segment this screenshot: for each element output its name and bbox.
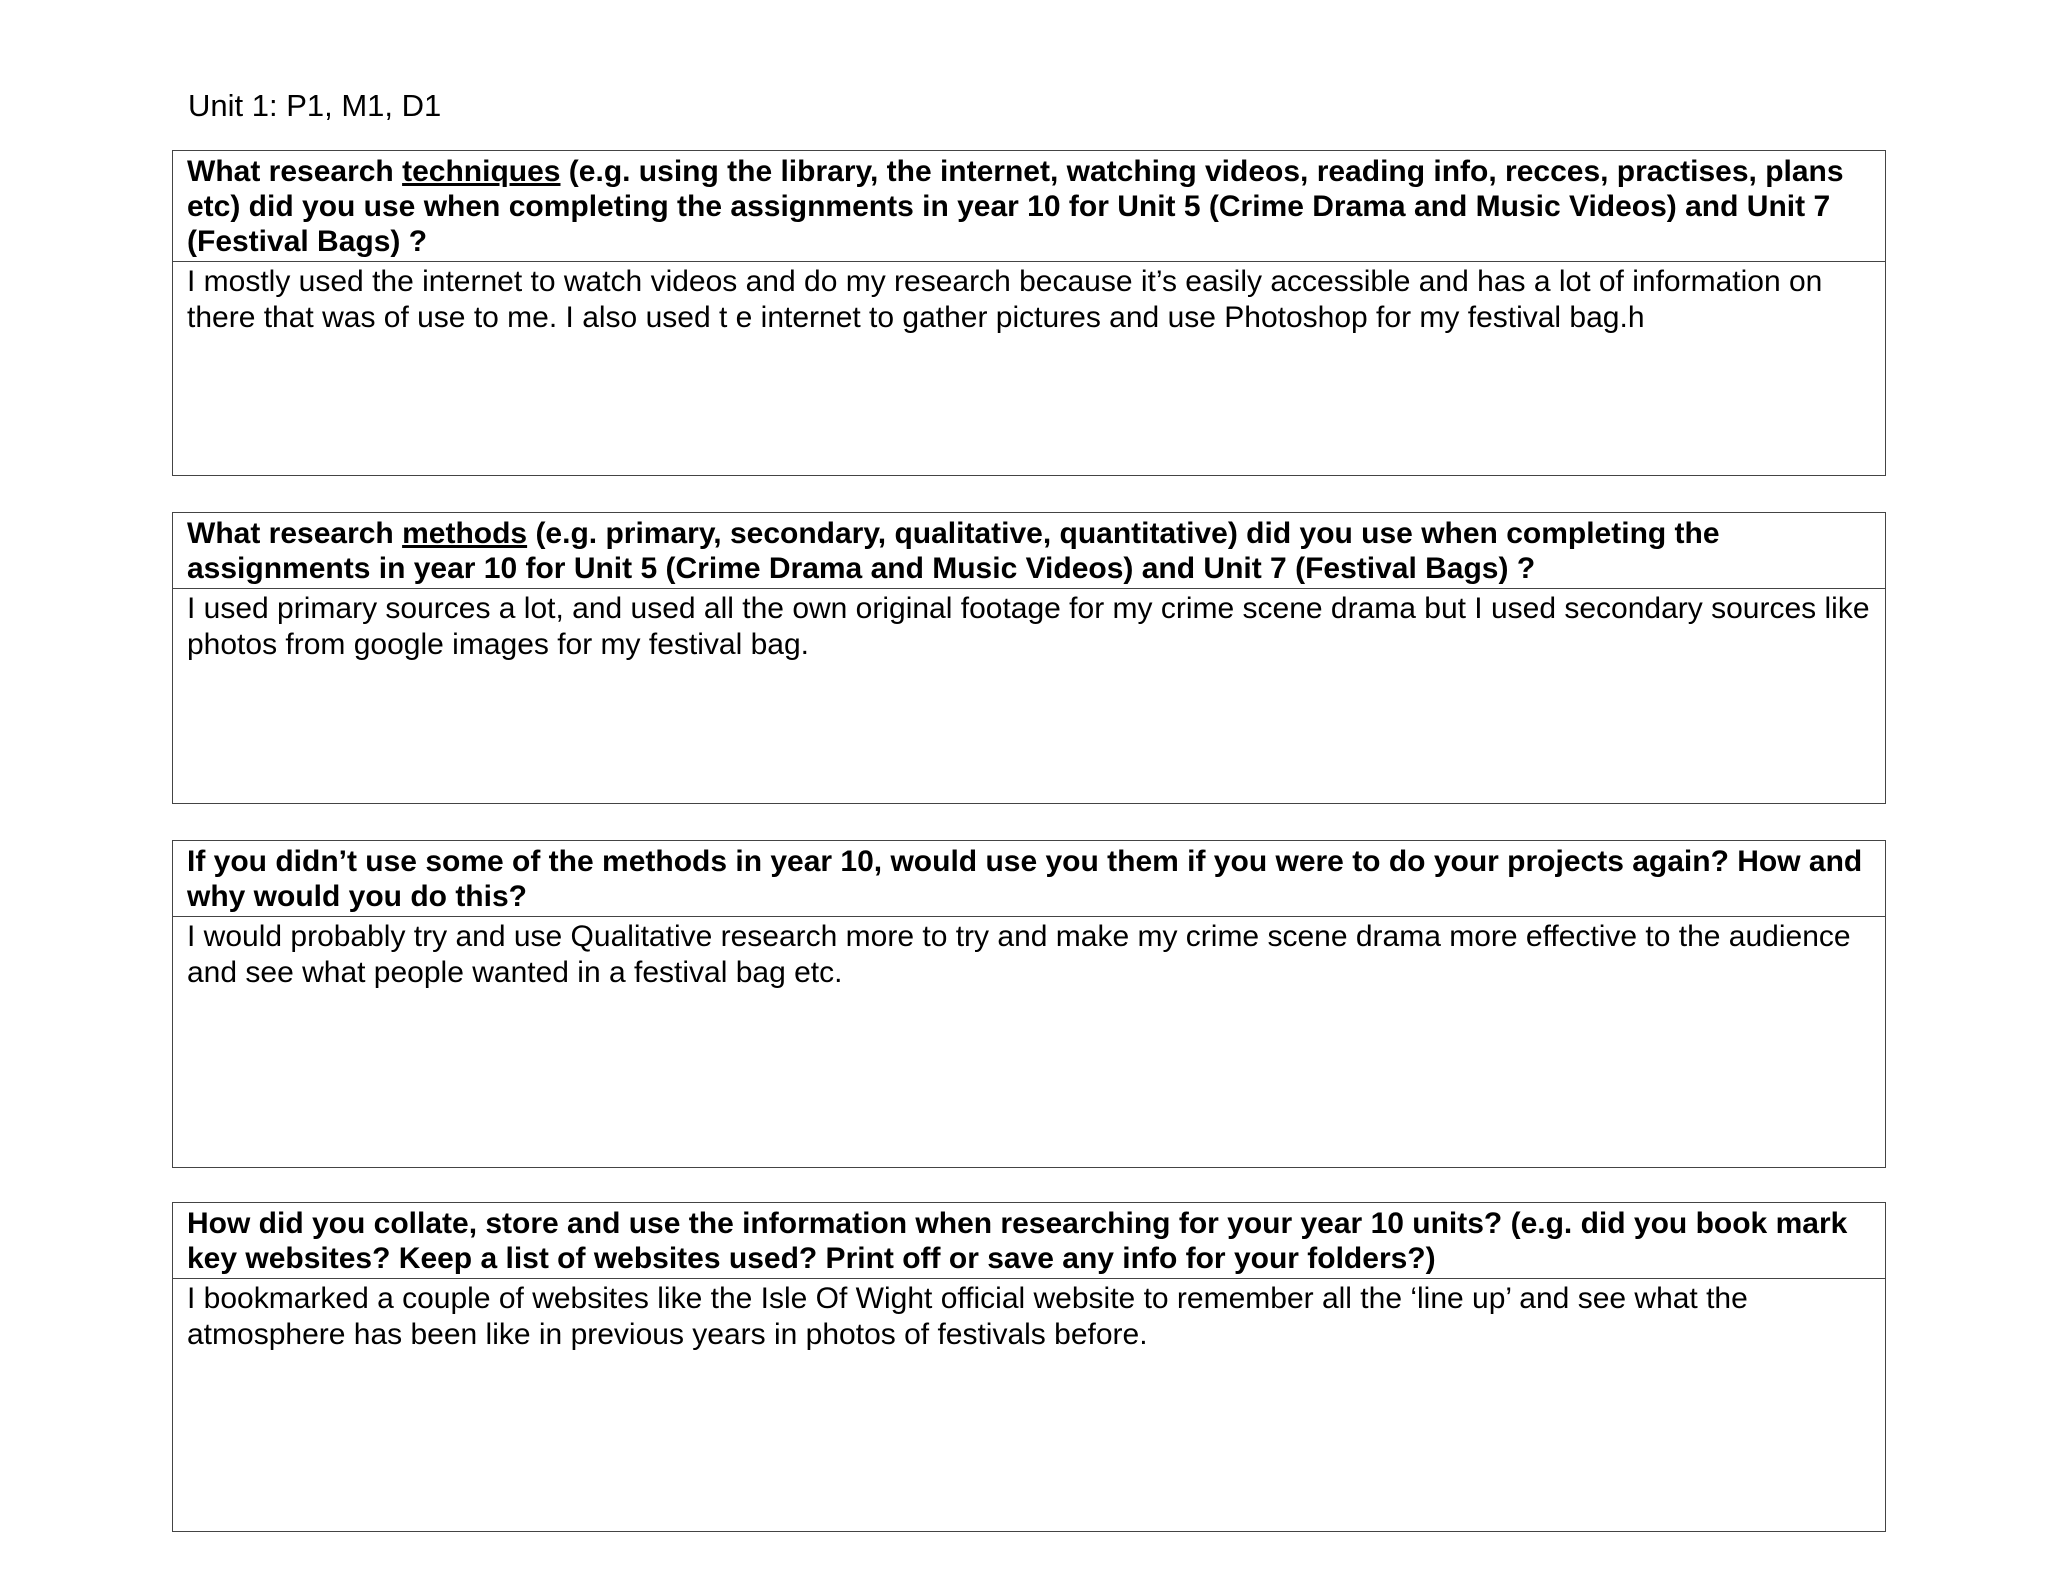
question-text: If you didn’t use some of the methods in year 10, would use you them if you were to do your projects again? How and why would you do this? — [173, 841, 1885, 917]
question-box-collate-info — [172, 1202, 1886, 1532]
question-prefix: What research — [187, 155, 403, 188]
question-suffix: (e.g. primary, secondary, qualitative, quantitative) did you use when completing the assignments in year 10 for Unit 5 (Crime Drama and Music Videos) and Unit 7 (Festival Bags) ? — [187, 517, 1720, 585]
document-heading: Unit 1: P1, M1, D1 — [188, 88, 442, 123]
answer-text[interactable]: I used primary sources a lot, and used all the own original footage for my crime scene drama but I used secondary sources like photos from google images for my festival bag. — [187, 592, 1870, 661]
question-text — [173, 513, 1885, 589]
answer-text[interactable]: I bookmarked a couple of websites like the Isle Of Wight official website to remember all the ‘line up’ and see what the atmosphere has been like in previous years in photos of festivals before. — [187, 1282, 1748, 1351]
question-box-techniques — [172, 150, 1886, 476]
question-prefix: What research — [187, 517, 403, 550]
question-keyword: methods — [402, 517, 528, 550]
question-text — [173, 151, 1885, 262]
question-box-methods — [172, 512, 1886, 804]
question-text: How did you collate, store and use the information when researching for your year 10 units? (e.g. did you book mark key websites? Keep a list of websites used? Print off or save any info for your folders?) — [173, 1203, 1885, 1279]
answer-text[interactable]: I would probably try and use Qualitative research more to try and make my crime scene drama more effective to the audience and see what people wanted in a festival bag etc. — [187, 920, 1851, 989]
question-suffix: (e.g. using the library, the internet, watching videos, reading info, recces, practises, plans etc) did you use when completing the assignments in year 10 for Unit 5 (Crime Drama and Music Videos) and Unit 7 (Festival Bags) ? — [187, 155, 1844, 258]
question-keyword: techniques — [402, 155, 561, 188]
answer-text[interactable]: I mostly used the internet to watch videos and do my research because it’s easily accessible and has a lot of information on there that was of use to me. I also used t e internet to gather pictures and use Photoshop for my festival bag.h — [187, 265, 1823, 334]
question-box-unused-methods — [172, 840, 1886, 1168]
